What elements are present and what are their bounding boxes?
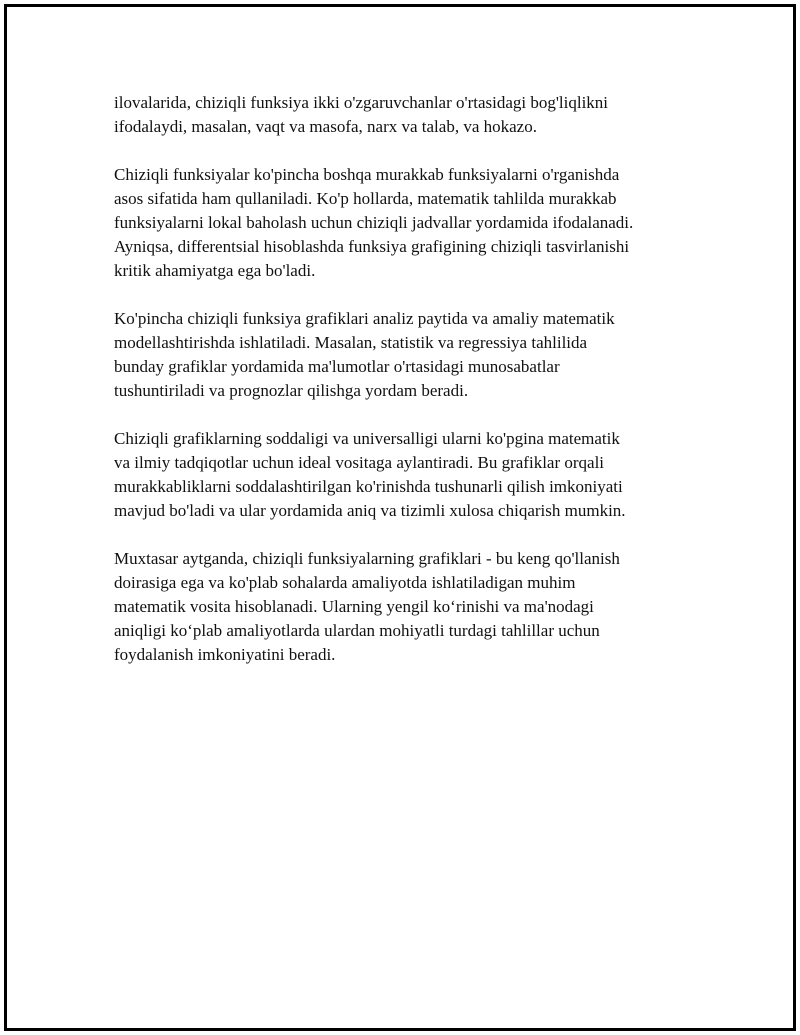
- paragraph-3: [114, 307, 686, 403]
- text-line: mavjud bo'ladi va ular yordamida aniq va tizimli xulosa chiqarish mumkin.: [114, 501, 626, 520]
- text-line: asos sifatida ham qullaniladi. Ko'p hollarda, matematik tahlilda murakkab: [114, 189, 617, 208]
- text-line: tushuntiriladi va prognozlar qilishga yordam beradi.: [114, 381, 469, 400]
- text-line: aniqligi ko‘plab amaliyotlarda ulardan mohiyatli turdagi tahlillar uchun: [114, 621, 600, 640]
- text-line: funksiyalarni lokal baholash uchun chiziqli jadvallar yordamida ifodalanadi.: [114, 213, 634, 232]
- paragraph-5: [114, 547, 686, 667]
- text-line: ilovalarida, chiziqli funksiya ikki o'zgaruvchanlar o'rtasidagi bog'liqlikni: [114, 93, 609, 112]
- text-line: matematik vosita hisoblanadi. Ularning yengil ko‘rinishi va ma'nodagi: [114, 597, 594, 616]
- text-line: Chiziqli funksiyalar ko'pincha boshqa murakkab funksiyalarni o'rganishda: [114, 165, 620, 184]
- text-line: modellashtirishda ishlatiladi. Masalan, statistik va regressiya tahlilida: [114, 333, 588, 352]
- text-line: ifodalaydi, masalan, vaqt va masofa, narx va talab, va hokazo.: [114, 117, 537, 136]
- text-line: doirasiga ega va ko'plab sohalarda amaliyotda ishlatiladigan muhim: [114, 573, 576, 592]
- text-line: Ko'pincha chiziqli funksiya grafiklari analiz paytida va amaliy matematik: [114, 309, 615, 328]
- text-line: Muxtasar aytganda, chiziqli funksiyalarning grafiklari - bu keng qo'llanish: [114, 549, 620, 568]
- text-line: bunday grafiklar yordamida ma'lumotlar o'rtasidagi munosabatlar: [114, 357, 560, 376]
- text-line: Chiziqli grafiklarning soddaligi va universalligi ularni ko'pgina matematik: [114, 429, 620, 448]
- document-body: [114, 91, 686, 691]
- text-line: va ilmiy tadqiqotlar uchun ideal vositaga aylantiradi. Bu grafiklar orqali: [114, 453, 605, 472]
- paragraph-4: [114, 427, 686, 523]
- paragraph-1: [114, 91, 686, 139]
- text-line: kritik ahamiyatga ega bo'ladi.: [114, 261, 316, 280]
- paragraph-2: [114, 163, 686, 283]
- text-line: Ayniqsa, differentsial hisoblashda funksiya grafigining chiziqli tasvirlanishi: [114, 237, 630, 256]
- text-line: foydalanish imkoniyatini beradi.: [114, 645, 336, 664]
- text-line: murakkabliklarni soddalashtirilgan ko'rinishda tushunarli qilish imkoniyati: [114, 477, 623, 496]
